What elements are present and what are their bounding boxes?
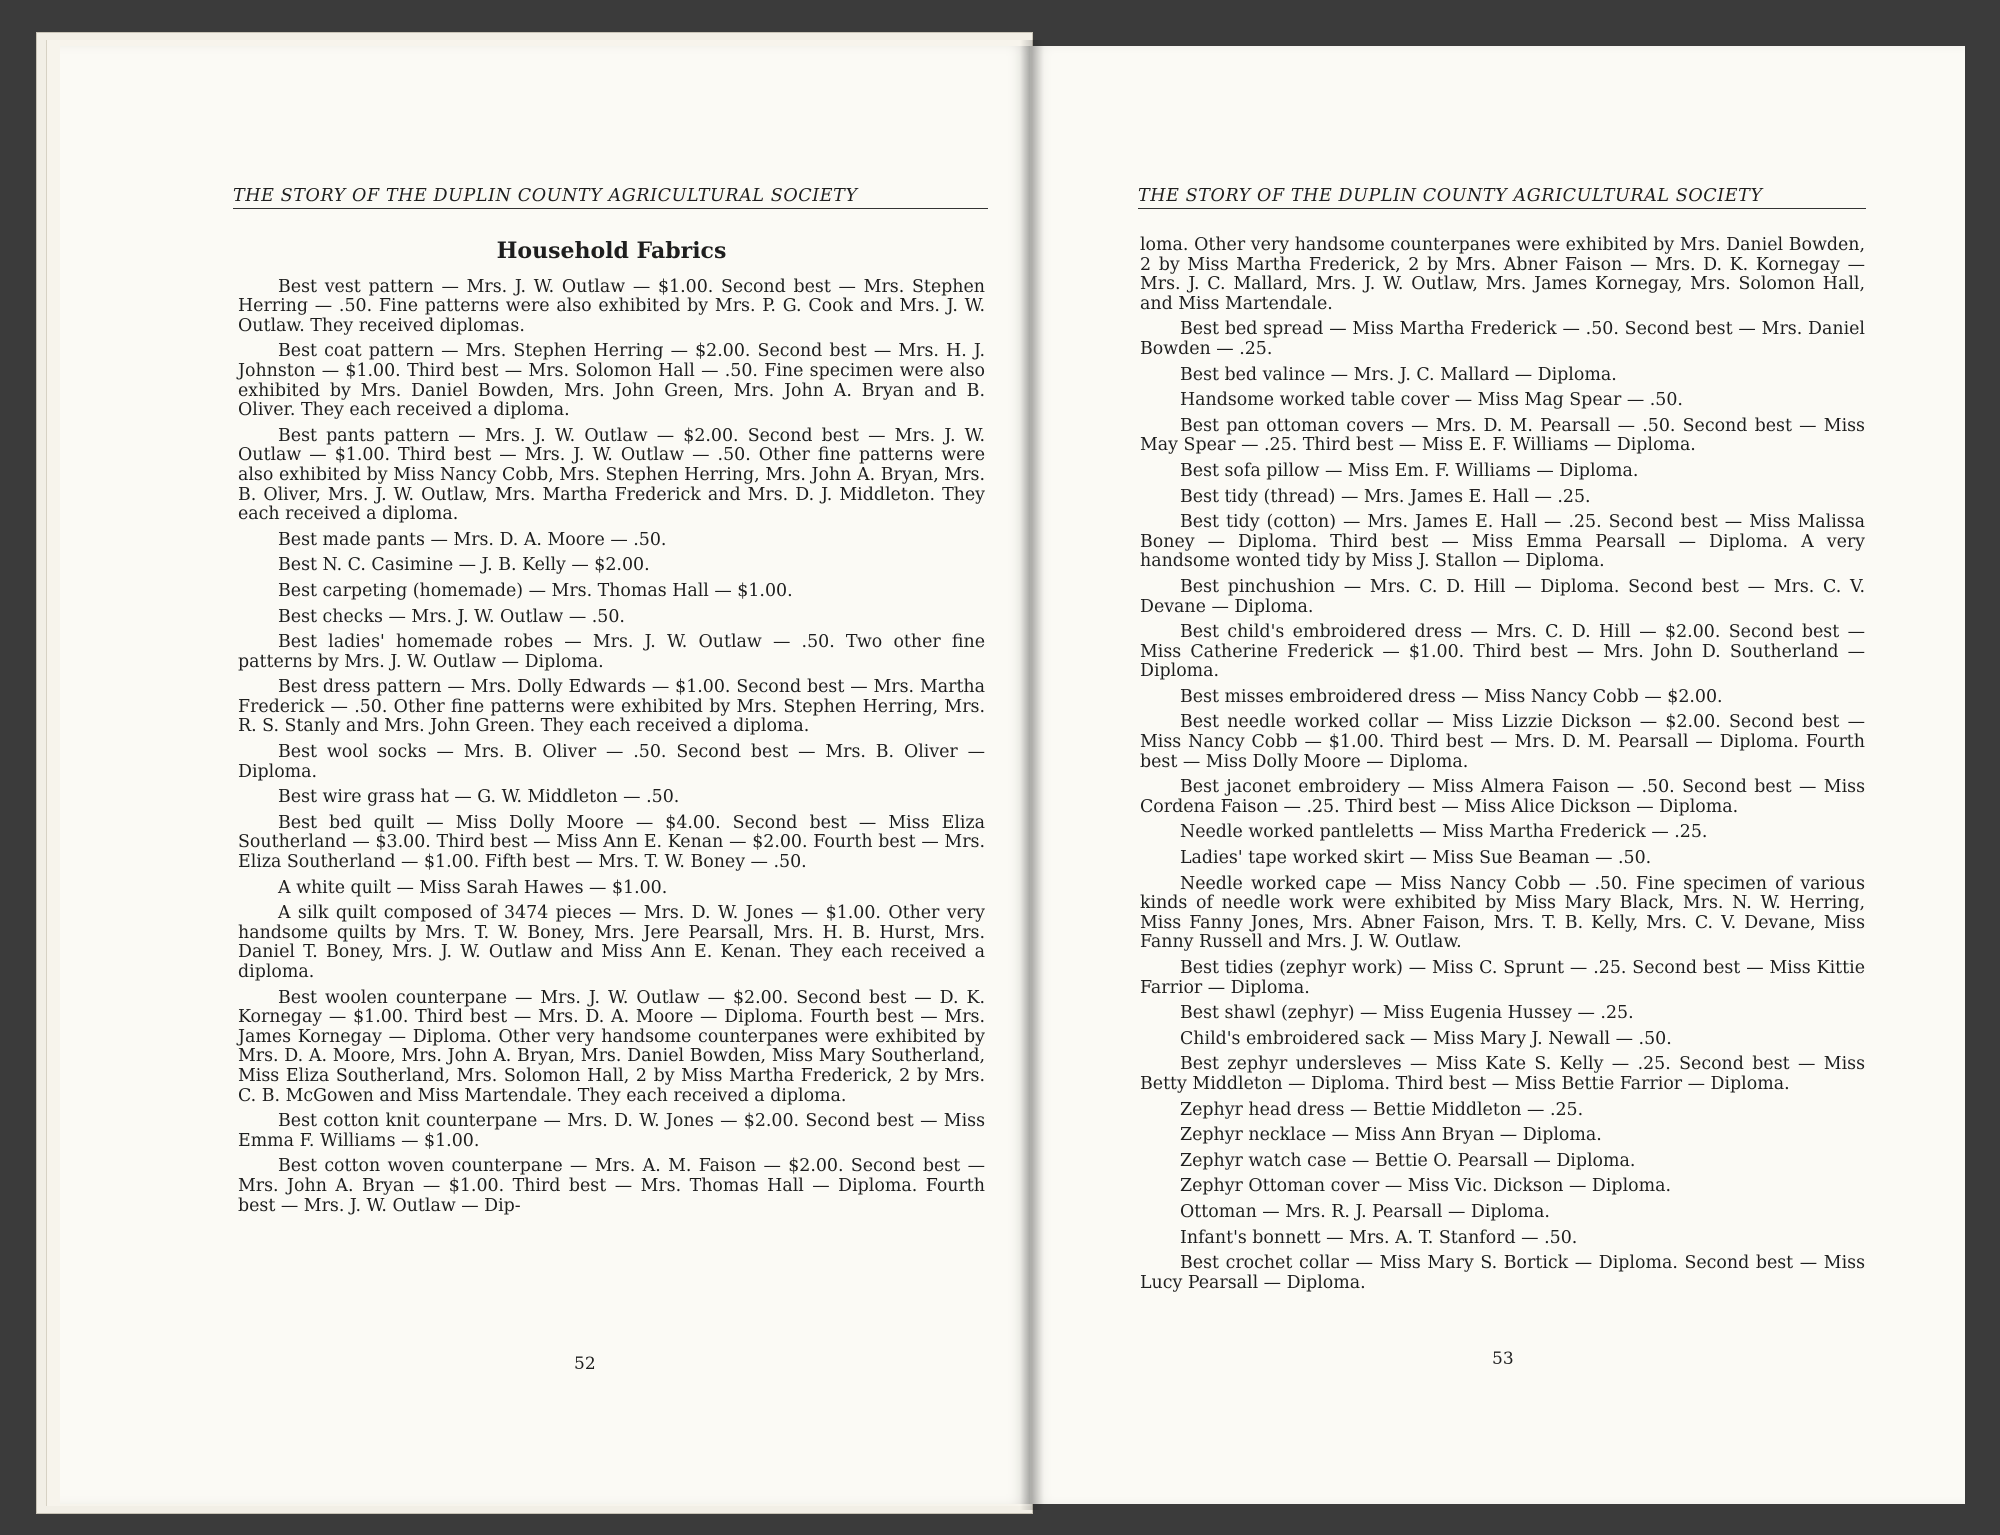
paragraph: Best child's embroidered dress — Mrs. C. D. Hill — $2.00. Second best — Miss Catherine Frederick — $1.00. Third best — Mrs. John D. Southerland — Diploma.	[1140, 622, 1865, 682]
paragraph: loma. Other very handsome counterpanes were exhibited by Mrs. Daniel Bowden, 2 by Miss Martha Frederick, 2 by Mrs. Abner Faison — Mrs. D. K. Kornegay — Mrs. J. C. Mallard, Mrs. J. W. Outlaw, Mrs. James Kornegay, Mrs. Solomon Hall, and Miss Martendale.	[1140, 235, 1865, 314]
paragraph: Needle worked cape — Miss Nancy Cobb — .50. Fine specimen of various kinds of needle work were exhibited by Miss Mary Black, Mrs. N. W. Herring, Miss Fanny Jones, Mrs. Abner Faison, Mrs. T. B. Kelly, Mrs. C. V. Devane, Miss Fanny Russell and Mrs. J. W. Outlaw.	[1140, 873, 1865, 953]
paragraph: Best coat pattern — Mrs. Stephen Herring — $2.00. Second best — Mrs. H. J. Johnston — $1.00. Third best — Mrs. Solomon Hall — .50. Fine specimen were also exhibited by Mrs. Daniel Bowden, Mrs. John Green, Mrs. John A. Bryan and B. Oliver. They each received a diploma.	[238, 341, 985, 421]
paragraph: Infant's bonnett — Mrs. A. T. Stanford — .50.	[1180, 1227, 1578, 1248]
paragraph: Ladies' tape worked skirt — Miss Sue Beaman — .50.	[1180, 848, 1652, 869]
paragraph: Best cotton woven counterpane — Mrs. A. M. Faison — $2.00. Second best — Mrs. John A. Bryan — $1.00. Third best — Mrs. Thomas Hall — Diploma. Fourth best — Mrs. J. W. Outlaw — Dip-	[238, 1156, 985, 1216]
paragraph: Best bed valince — Mrs. J. C. Mallard — Diploma.	[1180, 364, 1617, 385]
paragraph: Zephyr watch case — Bettie O. Pearsall — Diploma.	[1180, 1150, 1636, 1171]
paragraph: Best crochet collar — Miss Mary S. Bortick — Diploma. Second best — Miss Lucy Pearsall — Diploma.	[1140, 1253, 1865, 1293]
paragraph: Best sofa pillow — Miss Em. F. Williams — Diploma.	[1180, 460, 1639, 481]
page-number: 52	[574, 1354, 596, 1374]
left-page	[60, 46, 1030, 1504]
paragraph: Best cotton knit counterpane — Mrs. D. W. Jones — $2.00. Second best — Miss Emma F. Williams — $1.00.	[238, 1111, 985, 1151]
paragraph: Best checks — Mrs. J. W. Outlaw — .50.	[278, 606, 625, 627]
paragraph: Zephyr Ottoman cover — Miss Vic. Dickson — Diploma.	[1180, 1176, 1671, 1197]
paragraph: Best ladies' homemade robes — Mrs. J. W. Outlaw — .50. Two other fine patterns by Mrs. J. W. Outlaw — Diploma.	[238, 632, 985, 672]
paragraph: A white quilt — Miss Sarah Hawes — $1.00.	[278, 877, 668, 898]
paragraph: Best dress pattern — Mrs. Dolly Edwards — $1.00. Second best — Mrs. Martha Frederick — .50. Other fine patterns were exhibited by Mrs. Stephen Herring, Mrs. R. S. Stanly and Mrs. John Green. They each received a diploma.	[238, 677, 985, 737]
paragraph: Ottoman — Mrs. R. J. Pearsall — Diploma.	[1180, 1201, 1550, 1222]
paragraph: Zephyr necklace — Miss Ann Bryan — Diploma.	[1180, 1125, 1602, 1146]
paragraph: Best wool socks — Mrs. B. Oliver — .50. Second best — Mrs. B. Oliver — Diploma.	[238, 742, 985, 782]
paragraph: Best bed quilt — Miss Dolly Moore — $4.00. Second best — Miss Eliza Southerland — $3.00. Third best — Miss Ann E. Kenan — $2.00. Fourth best — Mrs. Eliza Southerland — $1.00. Fifth best — Mrs. T. W. Boney — .50.	[238, 812, 985, 873]
paragraph: Best N. C. Casimine — J. B. Kelly — $2.00.	[278, 555, 650, 576]
paragraph: Best zephyr undersleves — Miss Kate S. Kelly — .25. Second best — Miss Betty Middleton — Diploma. Third best — Miss Bettie Farrior — Diploma.	[1140, 1054, 1865, 1094]
paragraph: Child's embroidered sack — Miss Mary J. Newall — .50.	[1180, 1028, 1672, 1049]
paragraph: Best woolen counterpane — Mrs. J. W. Outlaw — $2.00. Second best — D. K. Kornegay — $1.00. Third best — Mrs. D. A. Moore — Diploma. Fourth best — Mrs. James Kornegay — Diploma. Other very handsome counterpanes were exhibited by Mrs. D. A. Moore, Mrs. John A. Bryan, Mrs. Daniel Bowden, Miss Mary Southerland, Miss Eliza Southerland, Mrs. Solomon Hall, 2 by Miss Martha Frederick, 2 by Mrs. C. B. McGowen and Miss Martendale. They each received a diploma.	[238, 987, 985, 1106]
paragraph: Best pants pattern — Mrs. J. W. Outlaw — $2.00. Second best — Mrs. J. W. Outlaw — $1.00. Third best — Mrs. J. W. Outlaw — .50. Other fine patterns were also exhibited by Miss Nancy Cobb, Mrs. Stephen Herring, Mrs. John A. Bryan, Mrs. B. Oliver, Mrs. J. W. Outlaw, Mrs. Martha Frederick and Mrs. D. J. Middleton. They each received a diploma.	[238, 425, 985, 525]
paragraph: Needle worked pantleletts — Miss Martha Frederick — .25.	[1180, 822, 1708, 843]
paragraph: Best tidy (thread) — Mrs. James E. Hall — .25.	[1180, 486, 1591, 507]
right-page	[1030, 46, 1965, 1504]
paragraph: Best made pants — Mrs. D. A. Moore — .50.	[278, 529, 667, 550]
running-head: THE STORY OF THE DUPLIN COUNTY AGRICULTURAL SOCIETY	[1138, 186, 1866, 209]
paragraph: Best jaconet embroidery — Miss Almera Faison — .50. Second best — Miss Cordena Faison — .25. Third best — Miss Alice Dickson — Diploma.	[1140, 777, 1865, 817]
paragraph: A silk quilt composed of 3474 pieces — Mrs. D. W. Jones — $1.00. Other very handsome quilts by Mrs. T. W. Boney, Mrs. Jere Pearsall, Mrs. H. B. Hurst, Mrs. Daniel T. Boney, Mrs. J. W. Outlaw and Miss Ann E. Kenan. They each received a diploma.	[238, 903, 985, 982]
paragraph: Best pan ottoman covers — Mrs. D. M. Pearsall — .50. Second best — Miss May Spear — .25. Third best — Miss E. F. Williams — Diploma.	[1140, 415, 1865, 456]
paragraph: Handsome worked table cover — Miss Mag Spear — .50.	[1180, 390, 1683, 411]
paragraph: Best misses embroidered dress — Miss Nancy Cobb — $2.00.	[1180, 686, 1723, 707]
paragraph: Best pinchushion — Mrs. C. D. Hill — Diploma. Second best — Mrs. C. V. Devane — Diploma.	[1140, 576, 1865, 617]
left-page-content	[238, 240, 985, 1222]
right-page-content	[1140, 236, 1865, 1299]
book-gutter	[1020, 40, 1044, 1510]
paragraph: Best shawl (zephyr) — Miss Eugenia Hussey — .25.	[1180, 1003, 1634, 1024]
page-number: 53	[1492, 1349, 1514, 1369]
paragraph: Best tidy (cotton) — Mrs. James E. Hall — .25. Second best — Miss Malissa Boney — Diploma. Third best — Miss Emma Pearsall — Diploma. A very handsome wonted tidy by Miss J. Stallon — Diploma.	[1140, 512, 1865, 572]
paragraph: Zephyr head dress — Bettie Middleton — .25.	[1180, 1099, 1584, 1120]
paragraph: Best needle worked collar — Miss Lizzie Dickson — $2.00. Second best — Miss Nancy Cobb — $1.00. Third best — Mrs. D. M. Pearsall — Diploma. Fourth best — Miss Dolly Moore — Diploma.	[1140, 712, 1865, 772]
section-title: Household Fabrics	[496, 238, 727, 264]
paragraph: Best bed spread — Miss Martha Frederick — .50. Second best — Mrs. Daniel Bowden — .25.	[1140, 319, 1865, 359]
paragraph: Best vest pattern — Mrs. J. W. Outlaw — $1.00. Second best — Mrs. Stephen Herring — .50. Fine patterns were also exhibited by Mrs. P. G. Cook and Mrs. J. W. Outlaw. They received diplomas.	[238, 276, 985, 336]
running-head: THE STORY OF THE DUPLIN COUNTY AGRICULTURAL SOCIETY	[233, 186, 988, 209]
paragraph: Best carpeting (homemade) — Mrs. Thomas Hall — $1.00.	[278, 580, 793, 601]
paragraph: Best wire grass hat — G. W. Middleton — .50.	[278, 787, 680, 808]
paragraph: Best tidies (zephyr work) — Miss C. Sprunt — .25. Second best — Miss Kittie Farrior — Diploma.	[1140, 958, 1865, 998]
